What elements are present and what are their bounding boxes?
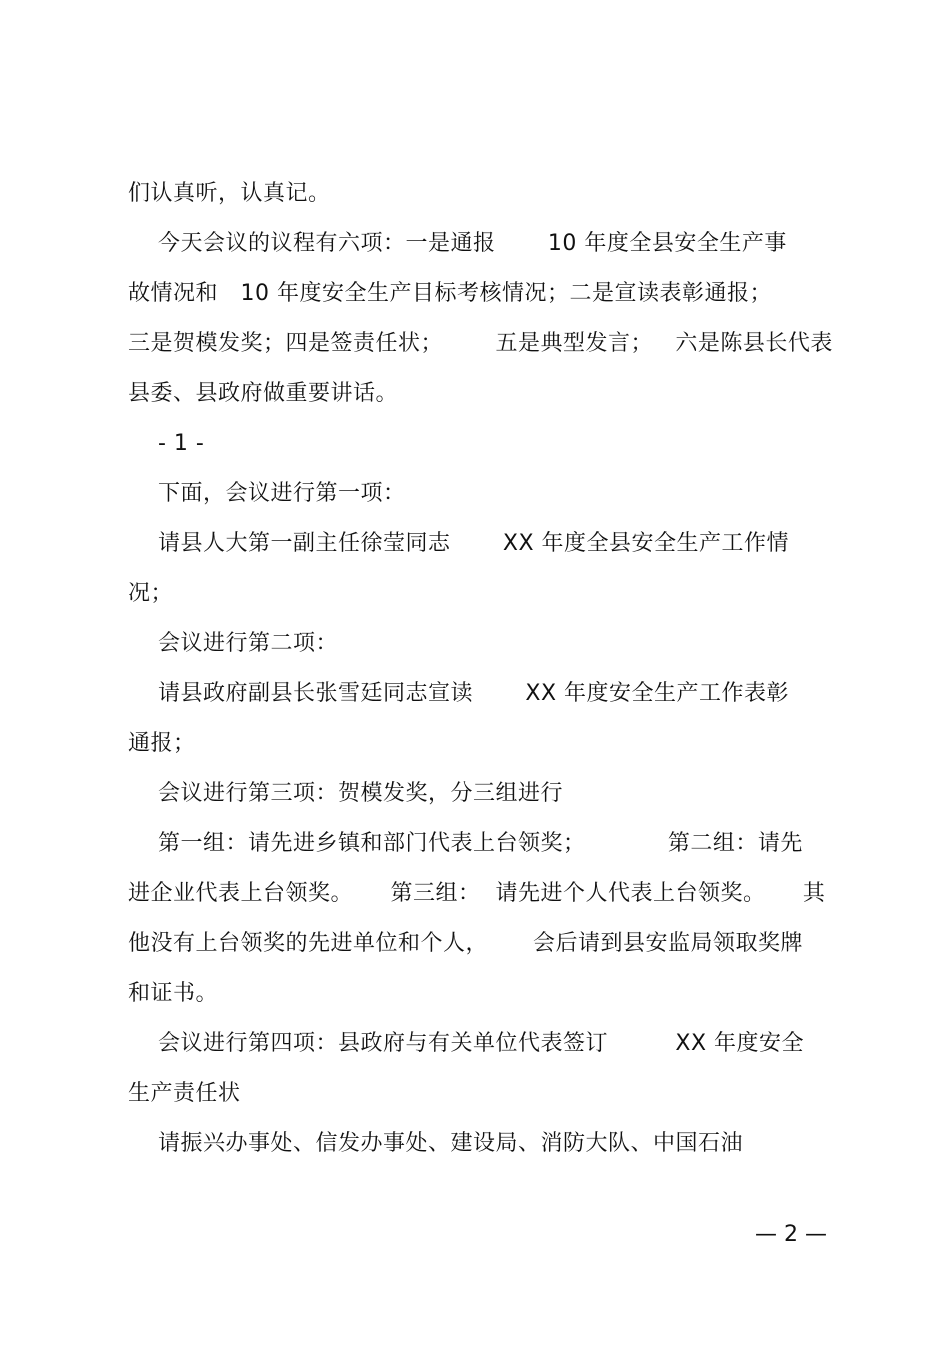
text-line: 生产责任状	[128, 1081, 241, 1106]
text-line: 会议进行第三项：贺模发奖，分三组进行	[128, 781, 563, 806]
inline-page-marker: - 1 -	[128, 431, 205, 456]
text-line: 们认真听，认真记。	[128, 181, 331, 206]
page-number: — 2 —	[755, 1222, 827, 1247]
text-line: 故情况和 10 年度安全生产目标考核情况；二是宣读表彰通报；	[128, 281, 772, 306]
text-line: 下面，会议进行第一项：	[128, 481, 406, 506]
text-line: 县委、县政府做重要讲话。	[128, 381, 399, 406]
text-line: 进企业代表上台领奖。 第三组： 请先进个人代表上台领奖。 其	[128, 881, 826, 906]
text-line: 和证书。	[128, 981, 219, 1006]
text-line: 第一组：请先进乡镇和部门代表上台领奖； 第二组：请先	[128, 831, 803, 856]
text-line: 会议进行第四项：县政府与有关单位代表签订 XX 年度安全	[128, 1031, 805, 1056]
text-line: 况；	[128, 581, 174, 606]
text-line: 今天会议的议程有六项：一是通报 10 年度全县安全生产事	[128, 231, 787, 256]
text-line: 通报；	[128, 731, 196, 756]
text-line: 三是贺模发奖；四是签责任状； 五是典型发言； 六是陈县长代表	[128, 331, 833, 356]
text-line: 请县人大第一副主任徐莹同志 XX 年度全县安全生产工作情	[128, 531, 790, 556]
text-line: 请县政府副县长张雪廷同志宣读 XX 年度安全生产工作表彰	[128, 681, 790, 706]
text-line: 他没有上台领奖的先进单位和个人， 会后请到县安监局领取奖牌	[128, 931, 803, 956]
text-line: 会议进行第二项：	[128, 631, 338, 656]
text-line: 请振兴办事处、信发办事处、建设局、消防大队、中国石油	[128, 1131, 743, 1156]
